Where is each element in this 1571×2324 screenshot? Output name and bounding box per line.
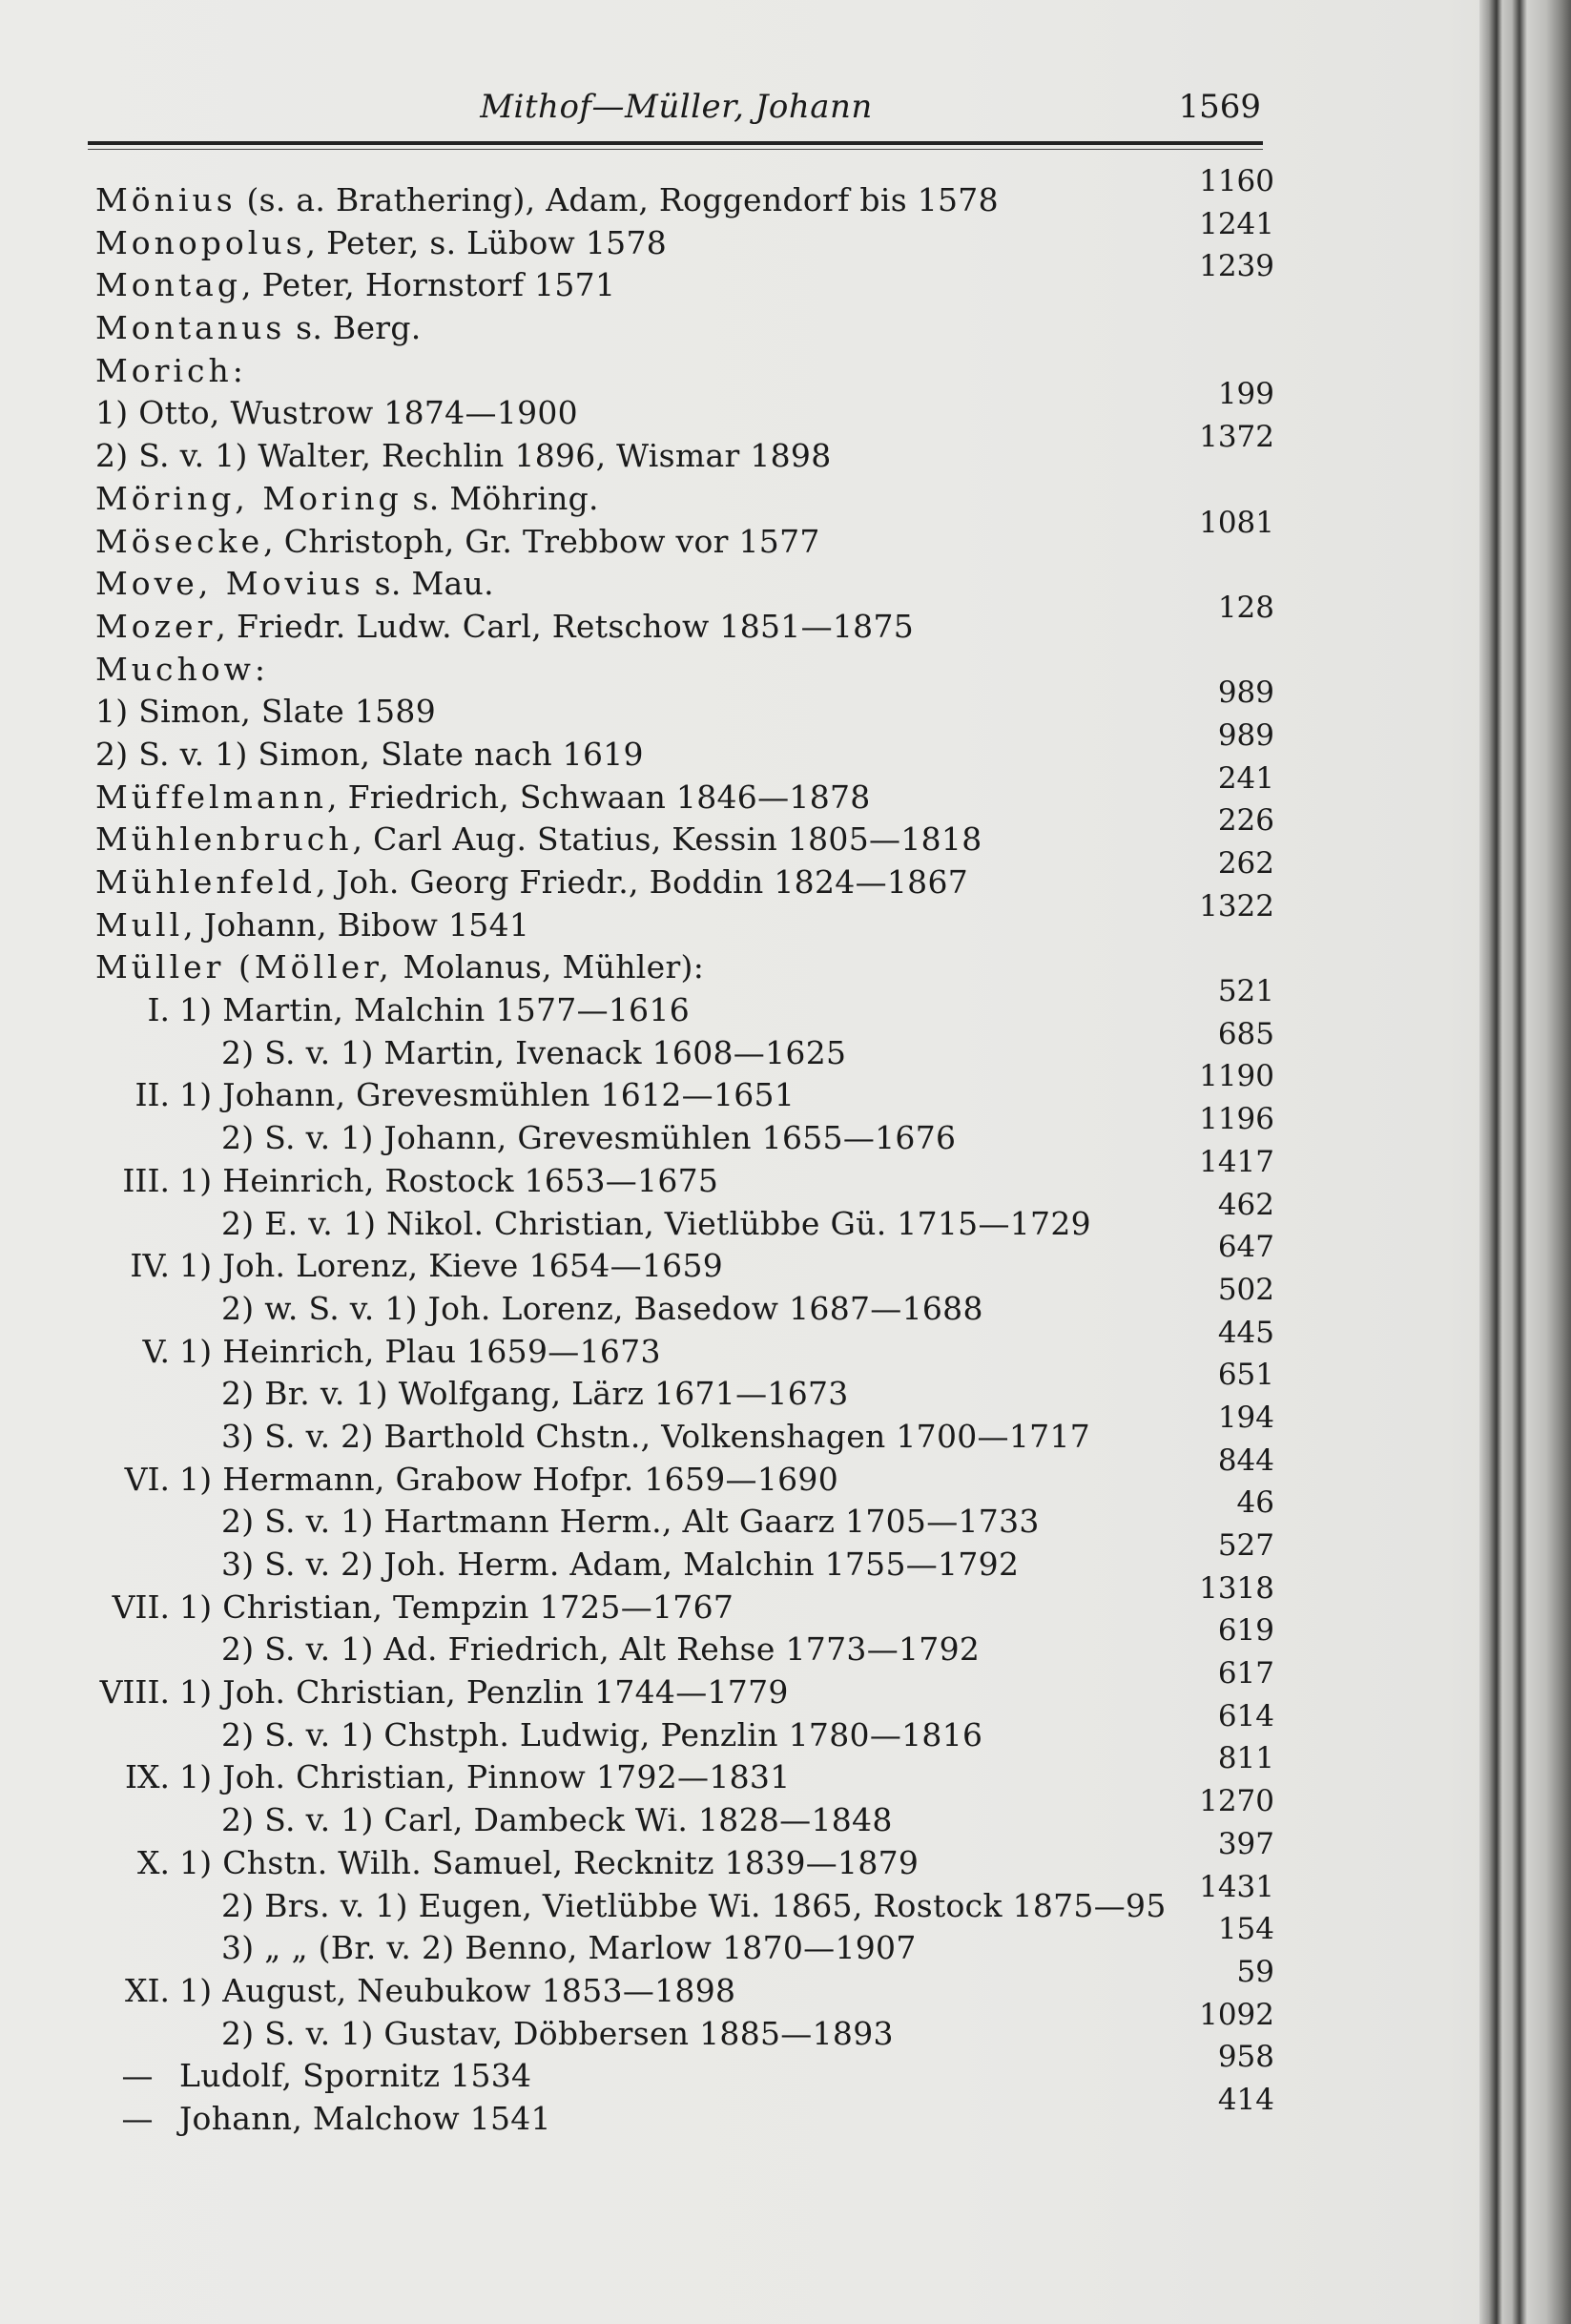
lineage-numeral: IV. (130, 1247, 170, 1285)
register-entry (95, 760, 1274, 820)
entry-text (95, 989, 690, 1032)
entry-dash: — (121, 2099, 154, 2137)
entry-surname: Mühlenbruch (95, 820, 353, 859)
entry-details: 2) S. v. 1) Carl, Dambeck Wi. 1828—1848 (221, 1801, 893, 1839)
entry-reference-number: 59 (1236, 1954, 1274, 1989)
entry-text (95, 1714, 982, 1757)
entry-reference-number: 651 (1217, 1358, 1274, 1393)
register-entry (95, 1358, 1274, 1416)
entry-details: , Christoph, Gr. Trebbow vor 1577 (263, 522, 820, 560)
entry-text (95, 1074, 795, 1117)
lineage-numeral: III. (122, 1161, 170, 1199)
entry-text (95, 1416, 1090, 1459)
entry-text (95, 1544, 1019, 1587)
entry-details: , Peter, s. Lübow 1578 (305, 223, 668, 261)
page-number: 1569 (1178, 88, 1261, 126)
entry-reference-number: 614 (1217, 1698, 1274, 1733)
entry-text (95, 350, 243, 393)
entry-text (95, 563, 494, 606)
entry-text (95, 1885, 1167, 1928)
entry-text (95, 392, 578, 435)
entry-reference-number: 685 (1217, 1016, 1274, 1051)
entry-text (95, 1629, 980, 1671)
entry-text (95, 1671, 789, 1714)
header-rule (88, 141, 1263, 145)
entry-details: 2) S. v. 1) Ad. Friedrich, Alt Rehse 1773—1792 (221, 1630, 981, 1669)
entry-reference-number: 1372 (1199, 420, 1274, 455)
entry-surname: Muchow (95, 650, 255, 688)
entry-reference-number: 811 (1217, 1741, 1274, 1776)
entry-details: 1) Hermann, Grabow Hofpr. 1659—1690 (179, 1460, 839, 1498)
entry-surname: Möring, Moring (95, 479, 403, 517)
entry-reference-number: 844 (1217, 1442, 1274, 1478)
register-entry (95, 803, 1274, 861)
entry-reference-number: 128 (1217, 590, 1274, 625)
entry-surname: Müller (Möller, (95, 948, 393, 986)
entry-reference-number: 1160 (1199, 164, 1274, 198)
entry-text (95, 777, 871, 820)
entry-details: , Friedrich, Schwaan 1846—1878 (327, 778, 871, 816)
lineage-numeral: II. (134, 1076, 170, 1114)
register-entry (95, 377, 1274, 435)
register-entry (95, 1144, 1274, 1203)
register-entry (95, 1272, 1274, 1331)
register-entry (95, 1059, 1274, 1117)
entry-reference-number: 1092 (1199, 1997, 1274, 2032)
entry-text (95, 606, 914, 649)
entry-details: , Carl Aug. Statius, Kessin 1805—1818 (352, 820, 982, 859)
lineage-numeral: VI. (124, 1460, 170, 1498)
entry-details: Molanus, Mühler): (392, 948, 705, 986)
entry-reference-number: 1081 (1199, 505, 1274, 540)
book-binding-edge (1479, 0, 1571, 2324)
register-entry (95, 846, 1274, 904)
entry-reference-number: 989 (1217, 675, 1274, 711)
entry-text (95, 2055, 531, 2098)
entry-text (95, 1373, 849, 1416)
entry-text (95, 1970, 735, 2013)
entry-details: 1) Joh. Christian, Penzlin 1744—1779 (179, 1673, 789, 1712)
register-entry (95, 1400, 1274, 1459)
entry-text (95, 2013, 894, 2056)
register-entry (95, 307, 1274, 350)
register-entry (95, 1784, 1274, 1842)
entry-details: 2) S. v. 1) Johann, Grevesmühlen 1655—1676 (221, 1119, 957, 1157)
entry-reference-number: 617 (1217, 1656, 1274, 1691)
entry-text (95, 734, 644, 777)
entry-reference-number: 194 (1217, 1400, 1274, 1435)
register-entry (95, 164, 1274, 222)
register-entry (95, 649, 1274, 692)
entry-details: 1) Joh. Lorenz, Kieve 1654—1659 (179, 1247, 724, 1285)
register-entry (95, 563, 1274, 606)
entry-text (95, 1032, 846, 1075)
register-entry (95, 2082, 1274, 2141)
entry-reference-number: 1270 (1199, 1784, 1274, 1819)
entry-surname: Mozer (95, 607, 217, 645)
register-entry (95, 249, 1274, 307)
entry-text (95, 1927, 917, 1970)
entry-details: : (254, 650, 266, 688)
entry-text (95, 904, 529, 947)
entry-text (95, 2098, 551, 2141)
entry-details: 2) Br. v. 1) Wolfgang, Lärz 1671—1673 (221, 1375, 849, 1413)
register-entry (95, 1442, 1274, 1502)
entry-details: 2) S. v. 1) Walter, Rechlin 1896, Wismar 1898 (95, 437, 832, 475)
entry-surname: Morich (95, 351, 233, 389)
entry-reference-number: 619 (1217, 1613, 1274, 1649)
lineage-numeral: VII. (112, 1587, 170, 1626)
entry-text (95, 478, 599, 521)
entry-details: 3) „ „ (Br. v. 2) Benno, Marlow 1870—1907 (221, 1929, 917, 1967)
entry-details: 3) S. v. 2) Joh. Herm. Adam, Malchin 1755—1792 (221, 1546, 1020, 1583)
entry-details: , Johann, Bibow 1541 (183, 905, 530, 944)
entry-details: 2) w. S. v. 1) Joh. Lorenz, Basedow 1687—1688 (221, 1289, 983, 1327)
register-entry (95, 350, 1274, 393)
register-entry (95, 1570, 1274, 1629)
entry-reference-number: 462 (1217, 1187, 1274, 1222)
register-entry (95, 2040, 1274, 2098)
entry-text (95, 649, 265, 692)
register-entry (95, 1528, 1274, 1587)
entry-details: Johann, Malchow 1541 (179, 2099, 551, 2137)
entry-details: s. Möhring. (402, 479, 599, 517)
entry-reference-number: 199 (1217, 377, 1274, 412)
entry-reference-number: 958 (1217, 2040, 1274, 2075)
header-title: Mithof—Müller, Johann (480, 88, 873, 126)
entry-text (95, 179, 999, 222)
register-entry (95, 1656, 1274, 1714)
entry-details: 1) August, Neubukow 1853—1898 (179, 1971, 736, 2009)
entry-details: 1) Heinrich, Rostock 1653—1675 (179, 1161, 719, 1199)
entry-details: 1) Otto, Wustrow 1874—1900 (95, 394, 578, 432)
entry-details: 1) Joh. Christian, Pinnow 1792—1831 (179, 1758, 791, 1796)
entry-details: 2) S. v. 1) Martin, Ivenack 1608—1625 (221, 1033, 847, 1071)
entry-details: 3) S. v. 2) Barthold Chstn., Volkenshagen 1700—1717 (221, 1417, 1091, 1455)
entry-text (95, 819, 982, 861)
entry-reference-number: 414 (1217, 2082, 1274, 2117)
entry-text (95, 1245, 723, 1288)
entry-surname: Move, Movius (95, 565, 364, 603)
entry-details: 1) Simon, Slate 1589 (95, 693, 437, 731)
entry-text (95, 435, 832, 478)
entry-reference-number: 1241 (1199, 206, 1274, 241)
entry-text (95, 1117, 956, 1160)
entry-text (95, 691, 436, 734)
entry-text (95, 861, 968, 904)
entry-reference-number: 502 (1217, 1272, 1274, 1307)
entry-details: Ludolf, Spornitz 1534 (179, 2057, 532, 2095)
header-rule-thin (88, 149, 1263, 150)
entry-details: , Friedr. Ludw. Carl, Retschow 1851—1875 (216, 607, 915, 645)
entry-details: (s. a. Brathering), Adam, Roggendorf bis 1578 (236, 181, 999, 218)
entry-reference-number: 1322 (1199, 888, 1274, 923)
entry-reference-number: 1196 (1199, 1102, 1274, 1137)
entry-details: , Joh. Georg Friedr., Boddin 1824—1867 (316, 863, 969, 901)
entry-reference-number: 989 (1217, 717, 1274, 753)
entry-details: s. Berg. (285, 309, 422, 347)
register-entry (95, 206, 1274, 265)
register-entry (95, 1315, 1274, 1374)
entry-reference-number: 226 (1217, 803, 1274, 839)
entry-reference-number: 397 (1217, 1826, 1274, 1861)
entry-details: 2) S. v. 1) Hartmann Herm., Alt Gaarz 1705—1733 (221, 1503, 1040, 1541)
register-entry (95, 1230, 1274, 1288)
entry-reference-number: 527 (1217, 1528, 1274, 1563)
entry-list (95, 164, 1274, 2141)
entry-details: 2) S. v. 1) Chstph. Ludwig, Penzlin 1780—1816 (221, 1715, 983, 1753)
register-entry (95, 1912, 1274, 1970)
entry-text (95, 1203, 1091, 1246)
entry-reference-number: 241 (1217, 760, 1274, 796)
entry-text (95, 521, 820, 564)
register-entry (95, 717, 1274, 777)
register-entry (95, 1741, 1274, 1799)
entry-details: 1) Martin, Malchin 1577—1616 (179, 991, 691, 1029)
entry-surname: Montag (95, 266, 241, 304)
entry-reference-number: 647 (1217, 1230, 1274, 1265)
entry-reference-number: 1239 (1199, 249, 1274, 284)
entry-reference-number: 1190 (1199, 1059, 1274, 1094)
lineage-numeral: XI. (124, 1971, 170, 2009)
register-entry (95, 1016, 1274, 1075)
entry-reference-number: 1417 (1199, 1144, 1274, 1179)
entry-surname: Montanus (95, 309, 286, 347)
entry-text (95, 1160, 718, 1203)
entry-text (95, 1331, 661, 1374)
entry-text (95, 1799, 893, 1842)
entry-reference-number: 521 (1217, 974, 1274, 1009)
register-entry (95, 974, 1274, 1032)
register-entry (95, 1613, 1274, 1671)
register-entry (95, 1698, 1274, 1757)
lineage-numeral: I. (147, 991, 170, 1029)
entry-reference-number: 1431 (1199, 1869, 1274, 1904)
entry-text (95, 1587, 734, 1629)
register-entry (95, 1954, 1274, 2013)
entry-details: 1) Johann, Grevesmühlen 1612—1651 (179, 1076, 796, 1114)
register-entry (95, 590, 1274, 649)
entry-details: , Peter, Hornstorf 1571 (240, 266, 616, 304)
lineage-numeral: VIII. (99, 1673, 170, 1712)
entry-details: 2) Brs. v. 1) Eugen, Vietlübbe Wi. 1865, Rostock 1875—95 (221, 1886, 1167, 1924)
register-entry (95, 946, 1274, 989)
entry-text (95, 1756, 791, 1799)
entry-reference-number: 46 (1236, 1485, 1274, 1521)
register-entry (95, 505, 1274, 564)
entry-reference-number: 154 (1217, 1912, 1274, 1947)
register-entry (95, 1997, 1274, 2056)
register-entry (95, 1187, 1274, 1246)
entry-dash: — (121, 2057, 154, 2095)
entry-details: 1) Christian, Tempzin 1725—1767 (179, 1587, 734, 1626)
entry-details: s. Mau. (363, 565, 494, 603)
register-entry (95, 478, 1274, 521)
register-entry (95, 1102, 1274, 1160)
entry-surname: Mösecke (95, 522, 264, 560)
entry-surname: Mönius (95, 181, 237, 218)
lineage-numeral: V. (142, 1332, 170, 1370)
entry-details: 1) Heinrich, Plau 1659—1673 (179, 1332, 661, 1370)
entry-details: 2) S. v. 1) Gustav, Döbbersen 1885—1893 (221, 2014, 894, 2052)
entry-details: 2) E. v. 1) Nikol. Christian, Vietlübbe Gü. 1715—1729 (221, 1204, 1091, 1242)
entry-details: 1) Chstn. Wilh. Samuel, Recknitz 1839—1879 (179, 1843, 920, 1881)
entry-surname: Monopolus (95, 223, 306, 261)
entry-text (95, 1501, 1040, 1544)
entry-text (95, 1459, 838, 1502)
entry-reference-number: 445 (1217, 1315, 1274, 1350)
running-header (92, 88, 1261, 135)
register-entry (95, 1826, 1274, 1885)
register-entry (95, 420, 1274, 478)
lineage-numeral: IX. (124, 1758, 170, 1796)
entry-surname: Müffelmann (95, 778, 328, 816)
entry-reference-number: 1318 (1199, 1570, 1274, 1606)
entry-text (95, 1288, 983, 1331)
entry-details: : (232, 351, 244, 389)
entry-text (95, 1842, 919, 1885)
entry-text (95, 264, 615, 307)
entry-reference-number: 262 (1217, 846, 1274, 881)
entry-details: 2) S. v. 1) Simon, Slate nach 1619 (95, 735, 644, 773)
entry-text (95, 946, 704, 989)
entry-text (95, 222, 667, 265)
register-entry (95, 1869, 1274, 1928)
entry-surname: Mull (95, 905, 184, 944)
register-entry (95, 888, 1274, 947)
entry-text (95, 307, 422, 350)
register-entry (95, 675, 1274, 734)
entry-surname: Mühlenfeld (95, 863, 317, 901)
lineage-numeral: X. (137, 1843, 170, 1881)
register-entry (95, 1485, 1274, 1544)
